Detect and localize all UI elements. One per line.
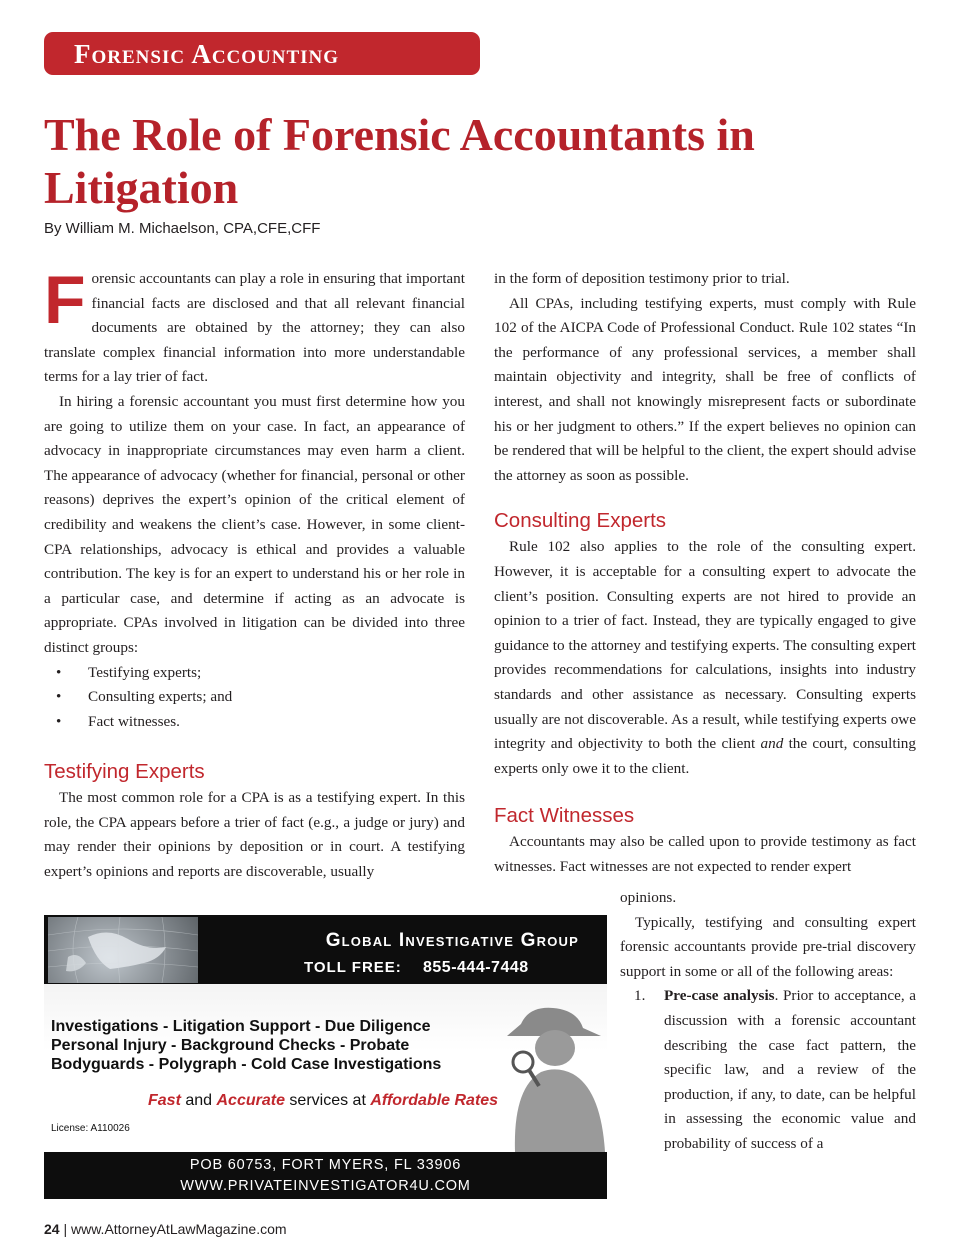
support-areas-list	[620, 984, 916, 1156]
footer-separator: |	[59, 1221, 71, 1237]
list-item	[44, 710, 465, 735]
list-item-text: Fact witnesses.	[88, 712, 180, 730]
tag-word: Fast	[148, 1092, 181, 1109]
intro-text: orensic accountants can play a role in ensuring that important financial facts are disclosed and that all relevant financial documents are obtained by the attorney; they can also translate complex financial information into more understandable terms for a lay trier of fact.	[44, 270, 465, 386]
list-item	[44, 685, 465, 710]
page-footer	[44, 1221, 287, 1237]
ad-phone-number[interactable]: 855-444-7448	[423, 959, 529, 976]
column-narrow	[620, 886, 916, 1157]
role-list	[44, 661, 465, 735]
paragraph: Accountants may also be called upon to provide testimony as fact witnesses. Fact witnesses are not expected to render expert	[494, 833, 916, 875]
list-item-title: Pre-case analysis	[664, 987, 775, 1005]
column-right	[494, 267, 916, 879]
text-run: Rule 102 also applies to the role of the consulting expert. However, it is acceptable for a consulting expert to advocate the client’s position. Consulting experts are not hired to provide an opinion to a trier of fact. Instead, they are typically engaged to give guidance to the attorney and testifying experts. The consulting expert provides recommendations for calculations, insights into industry standards and other assistance as necessary. Consulting experts usually are not discoverable. As a result, while testifying experts owe integrity and objectivity to both the client	[494, 538, 916, 753]
section-banner	[44, 32, 480, 75]
ad-toll-label: TOLL FREE:	[304, 959, 402, 976]
ad-services-line: Investigations - Litigation Support - Due Diligence	[51, 1018, 431, 1035]
intro-paragraph	[44, 262, 465, 390]
article-title: The Role of Forensic Accountants in Litigation	[44, 109, 755, 213]
paragraph-continued: opinions.	[620, 889, 677, 906]
bullet-icon: •	[56, 688, 62, 706]
globe-icon	[48, 917, 198, 983]
ad-website-link[interactable]: WWW.PRIVATEINVESTIGATOR4U.COM	[180, 1178, 471, 1194]
column-left	[44, 262, 465, 885]
list-item-text: Testifying experts;	[88, 663, 202, 681]
tag-word: services at	[284, 1092, 371, 1109]
paragraph: Typically, testifying and consulting expert forensic accountants provide pre-trial discovery support in some or all of the following areas:	[620, 913, 916, 980]
heading-testifying-experts: Testifying Experts	[44, 760, 205, 784]
heading-consulting-experts: Consulting Experts	[494, 509, 667, 533]
byline: By William M. Michaelson, CPA,CFE,CFF	[44, 220, 321, 237]
advertisement[interactable]	[44, 915, 607, 1199]
bullet-icon: •	[56, 712, 62, 730]
paragraph: In hiring a forensic accountant you must first determine how you are going to utilize them on your case. In fact, an appearance of advocacy in inappropriate circumstances may even harm a client. The appearance of advocacy (whether for financial, personal or other reasons) deprives the expert’s opinion of the critical element of credibility and weakens the client’s case. However, in some client-CPA relationships, advocacy is ethical and provides a valuable contribution. The key is for an expert to understand his or her role in a particular case, and determine if acting as an advocate is appropriate. CPAs involved in litigation can be divided into three distinct groups:	[44, 392, 465, 656]
ad-header	[44, 915, 607, 984]
list-number: 1.	[634, 987, 646, 1005]
tag-word: Affordable Rates	[370, 1092, 499, 1109]
ad-services-line: Personal Injury - Background Checks - Probate	[51, 1037, 410, 1054]
bullet-icon: •	[56, 663, 62, 681]
list-item-text: . Prior to acceptance, a discussion with a forensic accountant describing the case fact pattern, the specific law, and a review of the production, if any, to date, can be helpful in assessing the economic value and probability of success of a	[664, 987, 916, 1152]
ad-tagline	[148, 1092, 498, 1110]
paragraph: The most common role for a CPA is as a testifying expert. In this role, the CPA appears before a trier of fact (e.g., a judge or jury) and may render their opinions by deposition or in court. A testifying expert’s opinions and reports are discoverable, usually	[44, 789, 465, 881]
heading-fact-witnesses: Fact Witnesses	[494, 804, 635, 828]
footer-site-link[interactable]: www.AttorneyAtLawMagazine.com	[71, 1221, 287, 1237]
detective-silhouette-icon	[501, 1002, 605, 1152]
list-item	[620, 984, 916, 1156]
ad-services-line: Bodyguards - Polygraph - Cold Case Investigations	[51, 1056, 442, 1073]
ad-company-name: Global Investigative Group	[325, 930, 579, 951]
tag-word: and	[180, 1092, 217, 1109]
ad-footer	[44, 1152, 607, 1199]
drop-cap: F	[44, 262, 86, 338]
tag-word: Accurate	[216, 1092, 285, 1109]
ad-address: POB 60753, FORT MYERS, FL 33906	[189, 1157, 462, 1173]
ad-body	[44, 984, 607, 1152]
text-run: the court, consulting experts only owe it to the client.	[494, 735, 916, 777]
ad-license: License: A110026	[51, 1123, 130, 1134]
list-item	[44, 661, 465, 686]
emphasis: and	[760, 735, 784, 753]
page-number: 24	[44, 1221, 60, 1237]
section-banner-label: Forensic Accounting	[74, 39, 340, 69]
paragraph	[494, 535, 916, 781]
paragraph: All CPAs, including testifying experts, must comply with Rule 102 of the AICPA Code of Professional Conduct. Rule 102 states “In the performance of any professional services, a member shall maintain objectivity and integrity, shall be free of conflicts of interest, and shall not knowingly misrepresent facts or subordinate his or her judgment to others.” If the expert believes no opinion can be rendered that will be helpful to the client, the expert should advise the attorney as soon as possible.	[494, 294, 916, 484]
paragraph-continued: in the form of deposition testimony prior to trial.	[494, 270, 790, 287]
list-item-text: Consulting experts; and	[88, 688, 233, 706]
